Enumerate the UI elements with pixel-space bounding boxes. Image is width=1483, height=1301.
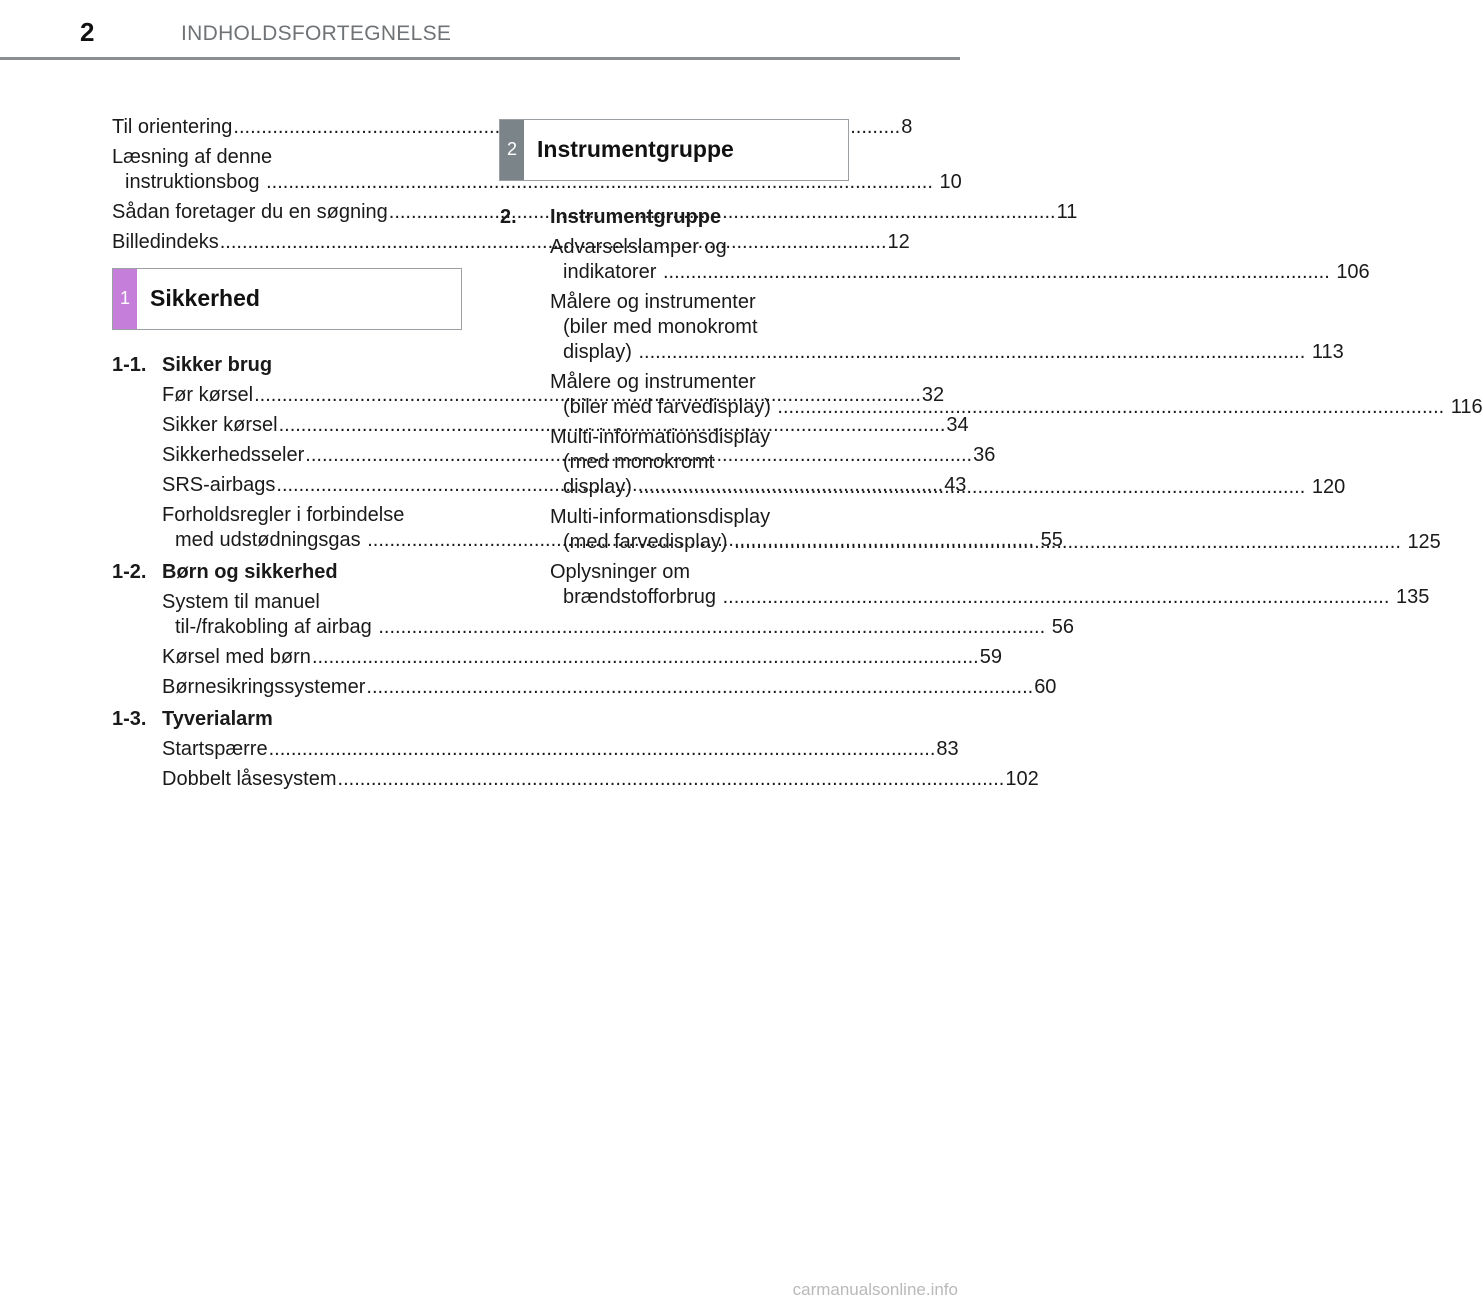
dot-leader [663, 261, 1330, 283]
toc-page-number: 43 [944, 474, 967, 496]
toc-page-number: 32 [921, 384, 945, 406]
toc-entry-label: Billedindeks [112, 231, 219, 253]
toc-entry-label: Forholdsregler i forbindelse [162, 504, 405, 526]
toc-entry[interactable] [162, 675, 1057, 700]
toc-entry-label: Multi-informationsdisplay [550, 426, 771, 448]
toc-entry-label-cont: (biler med monokromt [563, 316, 758, 338]
toc-page-number: 120 [1311, 476, 1346, 498]
toc-entry-label-cont: brændstofforbrug [563, 586, 717, 608]
dot-leader [338, 767, 1005, 792]
toc-entry-label: SRS-airbags [162, 474, 276, 496]
section-header-instrumentgruppe[interactable] [499, 119, 849, 181]
chapter-number: 1-1. [112, 354, 147, 376]
toc-entry-label-cont: med udstødningsgas [175, 529, 361, 551]
toc-entry-label: Sådan foretager du en søgning [112, 201, 388, 223]
toc-page-number: 113 [1311, 341, 1344, 363]
toc-page-number: 55 [1040, 529, 1063, 551]
toc-entry-label: Til orientering [112, 116, 233, 138]
chapter-title: Børn og sikkerhed [162, 561, 338, 583]
chapter-title: Tyverialarm [162, 708, 273, 730]
toc-entry-label: System til manuel [162, 591, 320, 613]
section-number-tab: 2 [500, 120, 524, 180]
toc-page-number: 116 [1450, 396, 1483, 418]
section-header-sikkerhed[interactable] [112, 268, 462, 330]
toc-entry-label-cont: (biler med farvedisplay) [563, 396, 771, 418]
toc-entry-label: Dobbelt låsesystem [162, 768, 337, 790]
dot-leader [638, 476, 1305, 498]
toc-page-number: 8 [901, 116, 913, 138]
dot-leader [638, 341, 1305, 363]
toc-entry-label: Sikker kørsel [162, 414, 278, 436]
toc-entry-label: Kørsel med børn [162, 646, 311, 668]
dot-leader [734, 531, 1401, 553]
section-number-tab: 1 [113, 269, 137, 329]
toc-entry-label: Før kørsel [162, 384, 254, 406]
toc-entry-label: Oplysninger om [550, 561, 691, 583]
toc-entry[interactable] [550, 560, 1430, 610]
chapter-number: 1-2. [112, 561, 147, 583]
toc-page-number: 83 [936, 738, 959, 760]
header-title: INDHOLDSFORTEGNELSE [181, 22, 452, 45]
dot-leader [723, 586, 1390, 608]
dot-leader [269, 737, 936, 762]
toc-entry-label: Målere og instrumenter [550, 371, 756, 393]
toc-page-number: 125 [1407, 531, 1441, 553]
toc-entry-label: Multi-informationsdisplay [550, 506, 771, 528]
toc-entry-label: Startspærre [162, 738, 268, 760]
toc-page-number: 59 [979, 646, 1002, 668]
toc-page-number: 36 [973, 444, 996, 466]
toc-page-number: 34 [946, 414, 969, 436]
dot-leader [366, 675, 1033, 700]
dot-leader [777, 396, 1444, 418]
toc-page-number: 106 [1336, 261, 1370, 283]
toc-entry-label-cont: (med farvedisplay) [563, 531, 728, 553]
section-title: Instrumentgruppe [537, 136, 734, 162]
toc-entry[interactable] [162, 645, 1002, 670]
page-header [0, 0, 960, 60]
chapter-heading[interactable] [112, 353, 449, 378]
toc-page-number: 56 [1051, 616, 1074, 638]
chapter-number: 1-3. [112, 708, 147, 730]
toc-entry[interactable] [550, 290, 1344, 365]
toc-page-number: 135 [1395, 586, 1430, 608]
section-title: Sikkerhed [150, 285, 260, 311]
toc-entry-label: Advarselslamper og [550, 236, 727, 258]
header-divider [0, 57, 960, 60]
toc-entry-label-cont: display) [563, 341, 632, 363]
toc-entry-orientering[interactable] [112, 115, 913, 140]
chapter-heading[interactable] [112, 707, 449, 732]
toc-page-number: 60 [1034, 676, 1057, 698]
toc-page-number: 12 [887, 231, 910, 253]
toc-entry-label: Læsning af denne [112, 146, 273, 168]
toc-entry-label-cont: til-/frakobling af airbag [175, 616, 372, 638]
toc-entry-label-cont: (med monokromt [563, 451, 715, 473]
toc-entry[interactable] [162, 767, 1039, 792]
toc-page-number: 102 [1005, 768, 1039, 790]
toc-page-number: 11 [1056, 201, 1078, 223]
watermark: carmanualsonline.info [792, 1280, 958, 1299]
toc-entry-label: Børnesikringssystemer [162, 676, 366, 698]
toc-entry-label-cont: instruktionsbog [125, 171, 260, 193]
chapter-heading[interactable] [500, 205, 836, 230]
chapter-number: 2. [500, 206, 517, 228]
toc-page-number: 10 [939, 171, 962, 193]
dot-leader [378, 616, 1045, 638]
chapter-heading[interactable] [112, 560, 449, 585]
toc-entry-label: Målere og instrumenter [550, 291, 756, 313]
page-number: 2 [80, 17, 95, 47]
toc-entry-label-cont: display) [563, 476, 632, 498]
toc-entry-label: Sikkerhedsseler [162, 444, 305, 466]
toc-entry[interactable] [162, 737, 959, 762]
dot-leader [312, 645, 979, 670]
chapter-group [112, 707, 1039, 792]
toc-entry-label-cont: indikatorer [563, 261, 657, 283]
chapter-title: Sikker brug [162, 354, 273, 376]
chapter-title: Instrumentgruppe [550, 206, 722, 228]
